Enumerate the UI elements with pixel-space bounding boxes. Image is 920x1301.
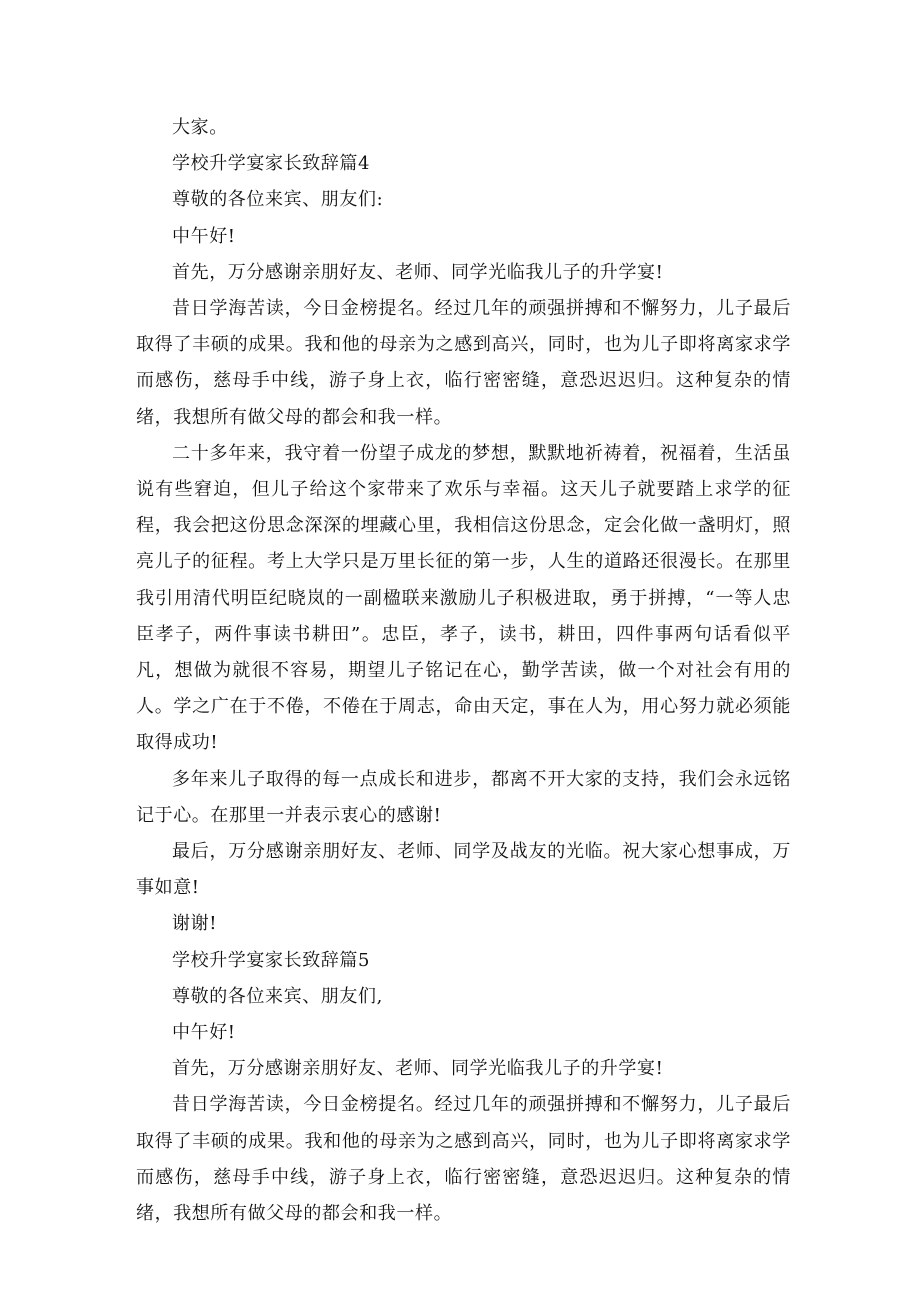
paragraph-final-thanks: 最后，万分感谢亲朋好友、老师、同学及战友的光临。祝大家心想事成，万事如意! xyxy=(136,841,791,899)
salutation: 尊敬的各位来宾、朋友们: xyxy=(172,189,384,211)
paragraph-twenty-years: 二十多年来，我守着一份望子成龙的梦想，默默地祈祷着，祝福着，生活虽说有些窘迫，但儿子给这个家带来了欢乐与幸福。这天儿子就要踏上求学的征程，我会把这份思念深深的埋藏心里，我相信这份思念，定会化做一盏明灯，照亮儿子的征程。考上大学只是万里长征的第一步，人生的道路还很漫长。在那里我引用清代明臣纪晓岚的一副楹联来激励儿子积极进取，勇于拼搏，“一等人忠臣孝子，两件事读书耕田”。忠臣，孝子，读书，耕田，四件事两句话看似平凡，想做为就很不容易，期望儿子铭记在心，勤学苦读，做一个对社会有用的人。学之广在于不倦，不倦在于周志，命由天定，事在人为，用心努力就必须能取得成功! xyxy=(136,442,791,754)
greeting: 中午好! xyxy=(172,225,236,247)
document-body xyxy=(136,110,791,1232)
paragraph-achievement-2: 昔日学海苦读，今日金榜提名。经过几年的顽强拼搏和不懈努力，儿子最后取得了丰硕的成果。我和他的母亲为之感到高兴，同时，也为儿子即将离家求学而感伤，慈母手中线，游子身上衣，临行密密缝，意恐迟迟归。这种复杂的情绪，我想所有做父母的都会和我一样。 xyxy=(136,1094,791,1225)
paragraph-thanks: 首先，万分感谢亲朋好友、老师、同学光临我儿子的升学宴! xyxy=(172,261,664,283)
paragraph-closing-text: 大家。 xyxy=(172,117,228,138)
paragraph-support: 多年来儿子取得的每一点成长和进步，都离不开大家的支持，我们会永远铭记于心。在那里一并表示衷心的感谢! xyxy=(136,768,791,826)
section-heading-5: 学校升学宴家长致辞篇5 xyxy=(172,949,371,971)
paragraph-thank-you: 谢谢! xyxy=(172,913,218,935)
salutation-2: 尊敬的各位来宾、朋友们, xyxy=(172,985,383,1007)
paragraph-achievement: 昔日学海苦读，今日金榜提名。经过几年的顽强拼搏和不懈努力，儿子最后取得了丰硕的成果。我和他的母亲为之感到高兴，同时，也为儿子即将离家求学而感伤，慈母手中线，游子身上衣，临行密密缝，意恐迟迟归。这种复杂的情绪，我想所有做父母的都会和我一样。 xyxy=(136,298,791,428)
paragraph-thanks-2: 首先，万分感谢亲朋好友、老师、同学光临我儿子的升学宴! xyxy=(172,1058,664,1080)
greeting-2: 中午好! xyxy=(172,1022,236,1044)
section-heading-4: 学校升学宴家长致辞篇4 xyxy=(172,153,371,175)
